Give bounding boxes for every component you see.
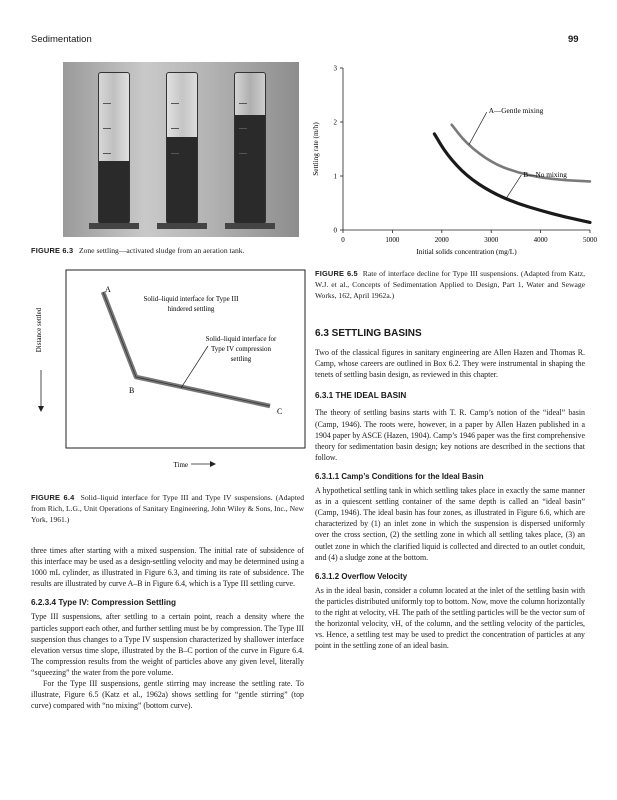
y-tick-label: 1 [333, 172, 337, 181]
x-tick-label: 4000 [533, 236, 548, 244]
figure-6-4-diagram [31, 270, 306, 485]
cylinder-2 [166, 72, 198, 224]
y-axis-label: Settling rate (m/h) [311, 122, 320, 176]
section-6-3-paragraph: Two of the classical figures in sanitary engineering are Allen Hazen and Thomas R. Camp, whose careers are outlined in Box 6.2. They were instrumental in shaping the tenets of settling basin design, as reviewed in this chapter. [315, 348, 585, 380]
series-b-label: B—No mixing [523, 170, 567, 180]
time-arrow-head [210, 461, 216, 467]
y-tick-label: 2 [333, 118, 337, 127]
point-a-label: A [105, 285, 111, 294]
type4-paragraph-1: Type III suspensions, after settling to a certain point, reach a density where the particles support each other, and further settling must be by compression. The Type III suspension thus changes to a Type IV suspension characterized by shallower interface elevation versus time slope, illustrated by the B–C portion of the curve in Figure 6.4. The compression results from the weight of particles above any given level, literally “squeezing” the water from the pore volume. [31, 612, 304, 677]
type4-leader-line [181, 346, 208, 388]
running-header-section: Sedimentation [31, 34, 92, 45]
left-column [31, 545, 304, 711]
point-b-label: B [129, 386, 135, 395]
figure-6-3-label: FIGURE 6.3 [31, 246, 74, 255]
figure-6-5-caption [315, 268, 585, 301]
figure-6-4-caption [31, 492, 304, 525]
point-c-label: C [277, 407, 283, 416]
x-tick-label: 1000 [385, 236, 400, 244]
type4-note-line2: Type IV compression [210, 345, 272, 353]
figure-6-5-label: FIGURE 6.5 [315, 269, 358, 278]
cylinder-1 [98, 72, 130, 224]
section-6-3-1-2-paragraph: As in the ideal basin, consider a column located at the inlet of the settling basin with the particles distributed uniformly top to bottom. Now, move the column horizontally to the right at velocity, vH. The path of the settling particles will be the vector sum of the horizontal velocity, vH, of the column, and the settling velocity of the particles, vs. Hence, a settling test may be used to predict the concentration of particles at any point in the settling zone of an ideal basin. [315, 585, 585, 651]
distance-settled-label: Distance settled [35, 307, 43, 353]
x-tick-label: 3000 [484, 236, 499, 244]
section-6-3-1-heading: 6.3.1 THE IDEAL BASIN [315, 391, 407, 401]
series-a-label: A—Gentle mixing [488, 106, 544, 116]
section-6-3-heading: 6.3 SETTLING BASINS [315, 328, 422, 339]
series-a-leader-line [469, 112, 487, 144]
type4-paragraph-2: For the Type III suspensions, gentle stirring may increase the settling rate. To illustrate, Figure 6.5 (Katz et al., 1962a) shows settling for “gentle stirring” (top curve) compared with “no mixing” (bottom curve). [31, 679, 304, 711]
time-label: Time [173, 461, 188, 469]
y-tick-label: 3 [333, 64, 337, 73]
section-6-3-1-2-heading: 6.3.1.2 Overflow Velocity [315, 571, 408, 581]
type4-note-line3: settling [230, 355, 252, 363]
section-6-3-1-1-heading: 6.3.1.1 Camp’s Conditions for the Ideal Basin [315, 471, 484, 481]
figure-6-4-caption-text: Solid–liquid interface for Type III and Type IV suspensions. (Adapted from Rich, L.G., Unit Operations of Sanitary Engineering, John Wiley & Sons, Inc., New York, 1961.) [31, 493, 304, 524]
x-tick-label: 2000 [434, 236, 449, 244]
section-6-2-3-4-heading: 6.2.3.4 Type IV: Compression Settling [31, 598, 176, 608]
figure-6-4-label: FIGURE 6.4 [31, 493, 75, 502]
figure-6-5-chart [305, 60, 595, 260]
series-a-gentle-mixing-line [452, 125, 590, 182]
figure-6-3-photo [63, 62, 299, 237]
x-axis-label: Initial solids concentration (mg/L) [416, 247, 517, 256]
series-b-leader-line [506, 175, 521, 199]
distance-arrow-head [38, 406, 44, 412]
figure-6-3-caption [31, 245, 311, 256]
x-tick-label: 5000 [583, 236, 597, 244]
figure-6-5-caption-text: Rate of interface decline for Type III suspensions. (Adapted from Katz, W.J. et al., Concepts of Sedimentation Applied to Design, Part 1, Water and Sewage Works, 162, April 1962a.) [315, 269, 586, 300]
left-intro-paragraph: three times after starting with a mixed suspension. The initial rate of subsidence of this interface may be used as a design-settling velocity and may be determined using a 1000 mL cylinder, as illustrated in Figure 6.3, and timing its rate of subsidence. The results are illustrated by curve A–B in Figure 6.4, which is a Type III settling curve. [31, 546, 304, 589]
section-6-3-1-1-paragraph: A hypothetical settling tank in which settling takes place in exactly the same manner as in a quiescent settling container of the same depth is called an “ideal basin” (Camp, 1946). The ideal basin has four zones, as illustrated in Figure 6.6, which are characterized by (1) an inlet zone in which the suspension is dispersed uniformly over the cross section, (2) the settling zone in which all settling takes place, (3) an outlet zone in which the clarified liquid is collected and directed to an outlet conduit, and (4) a sludge zone at the bottom. [315, 486, 585, 562]
figure-6-3-caption-text: Zone settling—activated sludge from an aeration tank. [78, 246, 245, 255]
type3-note-line2: hindered settling [167, 305, 215, 313]
type3-note-line1: Solid–liquid interface for Type III [143, 295, 239, 303]
section-6-3-1-paragraph: The theory of settling basins starts with T. R. Camp’s notion of the “ideal” basin (Camp, 1946). The roots were, however, in a paper by Allen Hazen published in a 1904 paper by ASCE (Hazen, 1904). Camp’s 1946 paper was the first comprehensive theory for sedimentation basin design; key notions are described in the sections that follow. [315, 408, 585, 462]
right-column [315, 328, 585, 651]
page-number: 99 [568, 34, 579, 45]
x-tick-label: 0 [341, 236, 345, 244]
type4-note-line1: Solid–liquid interface for [205, 335, 277, 343]
cylinder-3 [234, 72, 266, 224]
y-tick-label: 0 [333, 226, 337, 235]
